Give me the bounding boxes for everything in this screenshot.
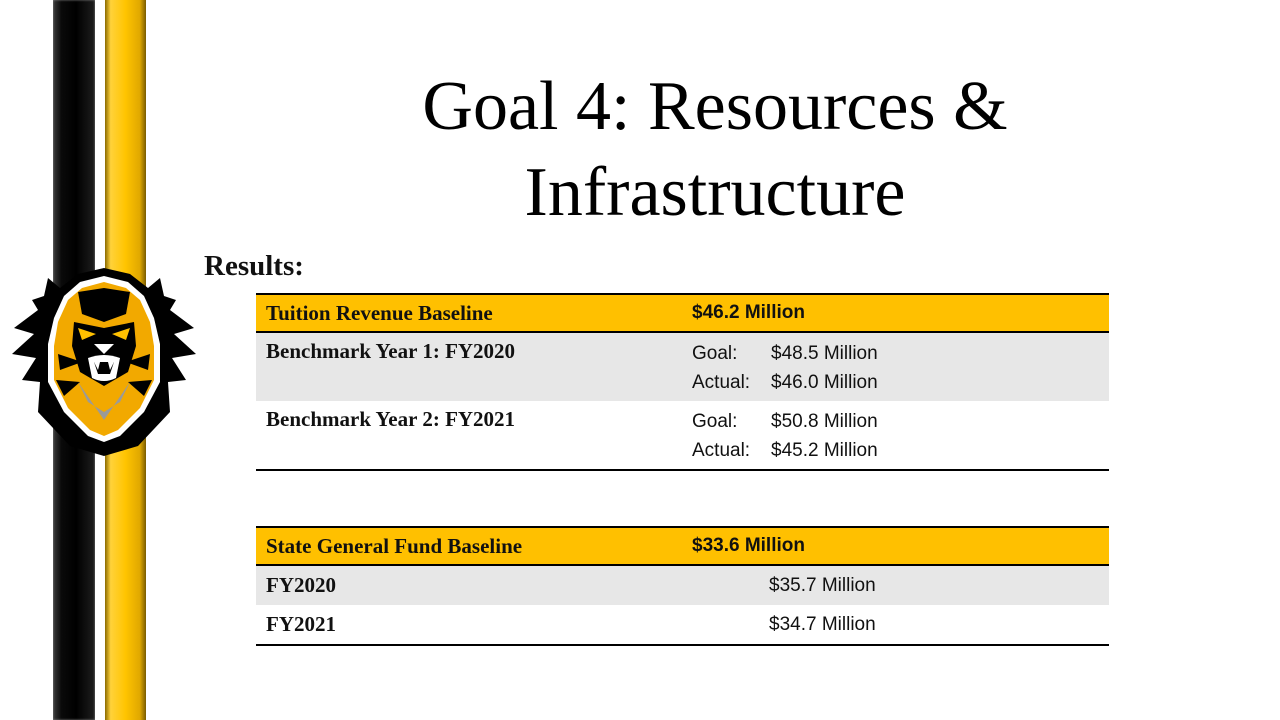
state-general-fund-table	[256, 526, 1109, 646]
fy2021-label: FY2021	[256, 605, 682, 645]
actual-value: $45.2 Million	[771, 440, 878, 461]
tiger-logo-icon	[8, 262, 200, 460]
slide-title-line-2: Infrastructure	[524, 154, 906, 231]
table-row	[256, 565, 1109, 605]
tuition-table-header-row	[256, 294, 1109, 332]
goal-value: $48.5 Million	[771, 343, 878, 364]
goal-line	[692, 407, 1099, 436]
state-table-header-row	[256, 527, 1109, 565]
benchmark-year-1-values	[682, 332, 1109, 401]
results-label: Results:	[204, 250, 304, 282]
actual-line	[692, 436, 1099, 465]
table-row	[256, 332, 1109, 401]
tuition-revenue-table	[256, 293, 1109, 471]
tuition-baseline-label: Tuition Revenue Baseline	[256, 294, 682, 332]
benchmark-year-2-label: Benchmark Year 2: FY2021	[256, 401, 682, 470]
slide-title-line-1: Goal 4: Resources &	[422, 68, 1008, 145]
actual-value: $46.0 Million	[771, 372, 878, 393]
table-row	[256, 401, 1109, 470]
state-baseline-label: State General Fund Baseline	[256, 527, 682, 565]
actual-label: Actual:	[692, 440, 751, 461]
fy2020-label: FY2020	[266, 573, 336, 597]
goal-label: Goal:	[692, 411, 738, 432]
benchmark-year-1-label: Benchmark Year 1: FY2020	[266, 339, 516, 363]
fy2021-value: $34.7 Million	[682, 605, 1109, 645]
actual-label: Actual:	[692, 372, 751, 393]
state-baseline-value: $33.6 Million	[682, 527, 1109, 565]
benchmark-year-2-values	[682, 401, 1109, 470]
tuition-baseline-value: $46.2 Million	[682, 294, 1109, 332]
table-row	[256, 605, 1109, 645]
goal-line	[692, 339, 1099, 368]
fy2020-value: $35.7 Million	[769, 574, 876, 596]
slide-title	[340, 64, 1090, 236]
goal-value: $50.8 Million	[771, 411, 878, 432]
actual-line	[692, 368, 1099, 397]
goal-label: Goal:	[692, 343, 738, 364]
